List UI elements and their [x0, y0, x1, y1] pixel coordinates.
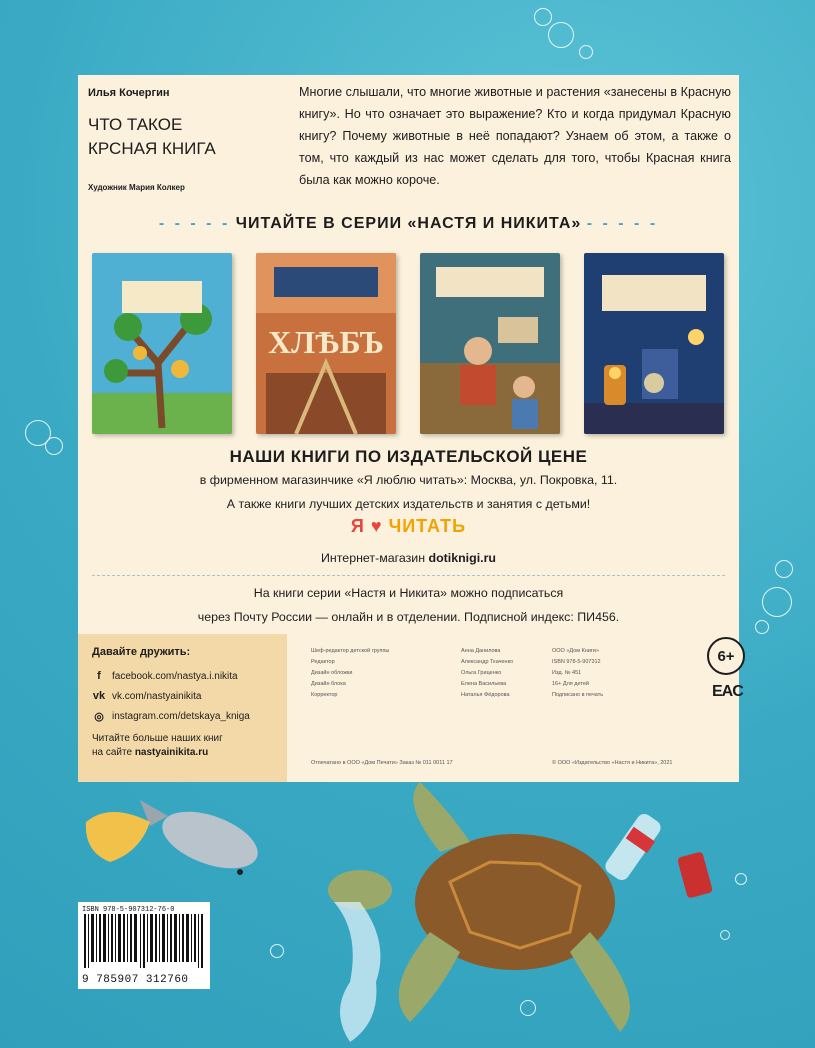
divider [92, 575, 725, 576]
eshop-line [78, 551, 739, 565]
eshop-link[interactable]: dotiknigi.ru [428, 551, 496, 565]
imprint-text: Редактор [311, 659, 335, 665]
book-title [88, 113, 278, 161]
isbn-text: ISBN 978-5-907312-76-0 [82, 906, 175, 914]
social-link-text: instagram.com/detskaya_kniga [112, 710, 250, 722]
shop-description: А также книги лучших детских издательств и занятия с детьми! [226, 497, 591, 511]
social-block [78, 634, 286, 782]
site-note [92, 732, 286, 760]
imprint-text: Дизайн обложки [311, 670, 353, 676]
top-section [78, 75, 739, 209]
site-link[interactable]: nastyainikita.ru [134, 747, 209, 758]
book-title-line: КРСНАЯ КНИГА [88, 139, 216, 158]
imprint-roles [311, 646, 451, 701]
bottle-icon [602, 811, 663, 883]
imprint-text: 16+ Для детей [552, 681, 589, 687]
book-title-line: ЧТО ТАКОЕ [88, 115, 183, 134]
imprint-text: Дизайн блока [311, 681, 346, 687]
book-cover[interactable] [92, 253, 232, 434]
series-covers [92, 253, 726, 435]
can-icon [677, 851, 713, 898]
imprint-text: Изд. № 451 [552, 670, 582, 676]
packaging-icon [86, 812, 150, 862]
age-rating-badge: 6+ [707, 637, 745, 675]
logo-text-chitat: ЧИТАТЬ [388, 516, 467, 536]
bubble-icon [45, 437, 63, 455]
imprint-text: Анна Данилова [461, 648, 501, 654]
eac-mark: EAC [712, 683, 743, 700]
bubble-icon [755, 620, 769, 634]
imprint-text: Ольга Гриценко [461, 670, 502, 676]
fish-icon [140, 800, 265, 880]
vk-icon: vk [92, 690, 106, 702]
annotation-text: Многие слышали, что многие животные и растения «занесены в Красную книгу». Но что означает это выражение? Кто и когда придумал Красную книгу? Почему животные в неё попадают? Узнаем об этом, а также о том, что каждый из нас может сделать для того, чтобы Красная книга была как можно короче. [299, 85, 731, 187]
imprint-text: Подписано в печать [552, 692, 604, 698]
heart-icon: ♥ [370, 516, 383, 536]
imprint-details [552, 646, 662, 701]
book-cover[interactable] [420, 253, 560, 434]
subscription-line: На книги серии «Настя и Никита» можно подписаться [253, 586, 564, 600]
bubble-icon [548, 22, 574, 48]
site-note-line: Читайте больше наших книг [92, 733, 223, 744]
shop-address: в фирменном магазинчике «Я люблю читать»: Москва, ул. Покровка, 11. [199, 473, 618, 487]
bubble-icon [775, 560, 793, 578]
plastic-bag-icon [334, 902, 380, 1042]
imprint-text: Шеф-редактор детской группы [311, 648, 390, 654]
series-heading: - - - - - ЧИТАЙТЕ В СЕРИИ «НАСТЯ И НИКИТА» - - - - - [158, 215, 659, 232]
author-name: Илья Кочергин [88, 87, 170, 99]
imprint-block [287, 634, 739, 782]
subscription-line: через Почту России — онлайн и в отделении. Подписной индекс: ПИ456. [197, 610, 620, 624]
social-title: Давайте дружить: [92, 646, 191, 658]
instagram-icon: ◎ [94, 710, 104, 723]
imprint-text: ISBN 978-5-907312 [552, 659, 601, 665]
bottom-band [78, 634, 739, 782]
barcode-digits: 9 785907 312760 [82, 974, 189, 986]
imprint-names [461, 646, 551, 701]
shop-logo[interactable] [78, 516, 739, 537]
svg-text:ХЛѢБЪ: ХЛѢБЪ [268, 324, 384, 360]
social-link-instagram[interactable] [92, 706, 286, 726]
imprint-print: Отпечатано в ООО «Дом Печати» Заказ № 011 0011 17 [311, 760, 453, 766]
imprint-text: Наталья Фёдорова [461, 692, 510, 698]
social-link-vk[interactable] [92, 686, 286, 706]
bubble-icon [534, 8, 552, 26]
imprint-text: Александр Ткаченко [461, 659, 514, 665]
illustrator-name: Художник Мария Колкер [88, 183, 185, 192]
series-heading-text: ЧИТАЙТЕ В СЕРИИ «НАСТЯ И НИКИТА» [235, 215, 582, 232]
barcode [78, 902, 210, 989]
social-link-text: vk.com/nastyainikita [112, 690, 202, 702]
site-note-prefix: на сайте [92, 747, 133, 758]
imprint-text: ООО «Дом Книги» [552, 648, 600, 654]
eshop-label: Интернет-магазин [321, 551, 426, 565]
book-cover[interactable] [256, 253, 396, 434]
imprint-copyright: © ООО «Издательство «Настя и Никита», 2021 [552, 760, 673, 766]
imprint-text: Корректор [311, 692, 338, 698]
facebook-icon: f [97, 670, 101, 682]
book-cover[interactable] [584, 253, 724, 434]
title-block [78, 75, 288, 209]
info-panel [78, 75, 739, 782]
social-link-facebook[interactable] [92, 666, 286, 686]
logo-text-ya: Я [350, 516, 365, 536]
social-link-text: facebook.com/nastya.i.nikita [112, 670, 238, 682]
bubble-icon [762, 587, 792, 617]
barcode-icon [82, 914, 206, 968]
bubble-icon [579, 45, 593, 59]
imprint-text: Елена Васильева [461, 681, 507, 687]
shop-heading: НАШИ КНИГИ ПО ИЗДАТЕЛЬСКОЙ ЦЕНЕ [229, 447, 588, 466]
